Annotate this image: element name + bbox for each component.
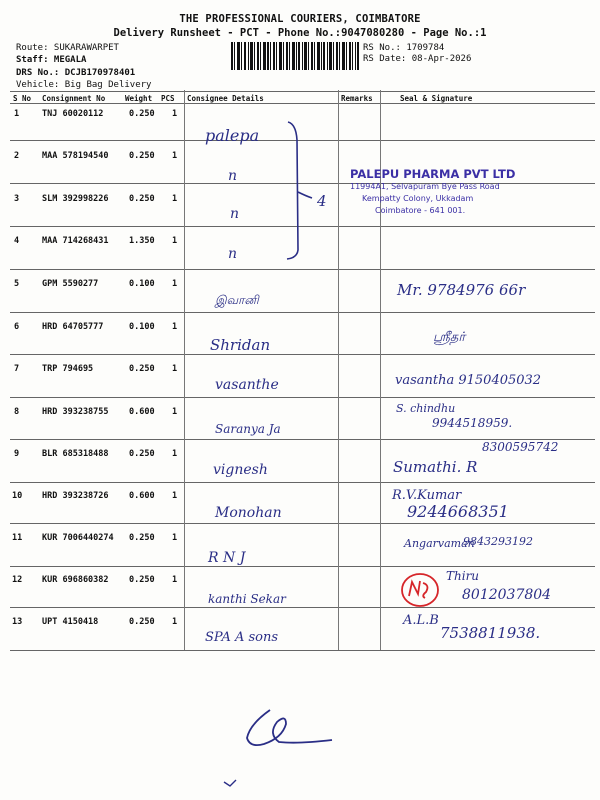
row-pcs: 1 [172,617,178,627]
receiver-signature: S. chindhu [396,402,456,415]
consignee-handwriting: n [228,168,238,184]
consignee-handwriting: Monohan [215,505,282,521]
row-consignment: KUR 7006440274 [42,533,114,543]
row-consignment: UPT 4150418 [42,617,99,627]
row-sno: 8 [14,407,20,417]
row-divider [10,566,595,567]
bracket-count: 4 [317,192,327,210]
receiver-signature: A.L.B [403,613,439,628]
company-stamp-line: Kempatty Colony, Ukkadam [362,194,474,203]
row-weight: 0.250 [129,617,155,627]
row-weight: 0.250 [129,533,155,543]
receiver-signature: Angarvaman [404,537,475,550]
row-consignment: HRD 393238755 [42,407,109,417]
company-stamp-line: 11994A1, Selvapuram Bye Pass Road [350,182,500,191]
receiver-signature: Thiru [446,569,480,583]
bottom-tick-mark [224,780,236,786]
row-pcs: 1 [172,279,178,289]
row-weight: 0.100 [129,279,155,289]
bottom-signature [247,710,332,745]
col-header-seal: Seal & Signature [400,94,473,103]
row-weight: 0.250 [129,109,155,119]
consignee-handwriting: palepa [205,126,260,145]
receiver-signature: Sumathi. R [393,458,478,476]
row-pcs: 1 [172,151,178,161]
row-divider [10,226,595,227]
row-consignment: HRD 64705777 [42,322,104,332]
row-weight: 0.600 [129,491,155,501]
col-header-weight: Weight [125,94,153,103]
barcode [231,42,359,70]
column-divider [184,90,185,650]
company-stamp-line: Coimbatore - 641 001. [375,206,466,215]
company-stamp-name: PALEPU PHARMA PVT LTD [350,167,516,181]
row-sno: 9 [14,449,20,459]
row-sno: 2 [14,151,20,161]
row-consignment: GPM 5590277 [42,279,99,289]
col-header-sno: S No [13,94,32,103]
row-divider [10,312,595,313]
row-pcs: 1 [172,194,178,204]
row-weight: 0.250 [129,194,155,204]
row-consignment: KUR 696860382 [42,575,109,585]
row-consignment: TRP 794695 [42,364,94,374]
row-pcs: 1 [172,575,178,585]
consignee-handwriting: vasanthe [215,377,279,393]
consignee-handwriting: n [228,246,238,262]
receiver-phone: 9944518959. [432,416,513,430]
row-sno: 12 [12,575,23,585]
row-weight: 0.250 [129,449,155,459]
consignee-handwriting: n [230,206,240,222]
consignee-handwriting: R N J [208,550,246,566]
row-pcs: 1 [172,109,178,119]
consignee-handwriting: இவானி [215,293,259,307]
row-divider [10,140,595,141]
row-divider [10,269,595,270]
row-sno: 11 [12,533,23,543]
row-weight: 0.250 [129,575,155,585]
row-sno: 4 [14,236,20,246]
row-divider [10,397,595,398]
consignee-handwriting: Saranya Ja [215,422,281,436]
table-top-border [10,91,595,92]
row-sno: 6 [14,322,20,332]
row-weight: 0.250 [129,364,155,374]
consignee-handwriting: vignesh [213,462,268,478]
row-weight: 0.250 [129,151,155,161]
consignee-handwriting: Shridan [210,336,271,354]
row-pcs: 1 [172,364,178,374]
drs-label: DRS No.: DCJB170978401 [16,68,136,78]
receiver-phone: 8300595742 [482,440,559,454]
row-sno: 10 [12,491,23,501]
route-label: Route: SUKARAWARPET [16,43,119,53]
row-sno: 1 [14,109,20,119]
row-weight: 1.350 [129,236,155,246]
row-pcs: 1 [172,322,178,332]
receiver-phone: 9244668351 [407,502,509,521]
row-divider [10,354,595,355]
row-consignment: SLM 392998226 [42,194,109,204]
runsheet-title: Delivery Runsheet - PCT - Phone No.:9047080280 - Page No.:1 [113,27,487,39]
row-consignment: MAA 714268431 [42,236,109,246]
staff-label: Staff: MEGALA [16,55,87,65]
receiver-signature: Mr. 9784976 66r [397,281,526,299]
row-divider [10,607,595,608]
receiver-signature: ஸ்ரீதர் [433,330,466,345]
consignee-handwriting: SPA A sons [205,630,279,645]
receiver-signature: R.V.Kumar [392,488,462,503]
receiver-phone: 7538811938. [440,624,541,642]
row-pcs: 1 [172,533,178,543]
bracket-mark [287,122,312,259]
row-sno: 13 [12,617,23,627]
column-divider [338,90,339,650]
table-bottom-border [10,650,595,651]
receiver-phone: 8012037804 [462,587,552,603]
row-divider [10,183,595,184]
row-weight: 0.600 [129,407,155,417]
row-pcs: 1 [172,407,178,417]
rs-date: RS Date: 08-Apr-2026 [363,54,472,64]
consignee-handwriting: kanthi Sekar [208,592,286,606]
row-consignment: HRD 393238726 [42,491,109,501]
row-divider [10,523,595,524]
row-sno: 5 [14,279,20,289]
row-divider [10,482,595,483]
col-header-pcs: PCS [161,94,175,103]
row-pcs: 1 [172,236,178,246]
company-title: THE PROFESSIONAL COURIERS, COIMBATORE [179,13,421,25]
row-sno: 3 [14,194,20,204]
row-weight: 0.100 [129,322,155,332]
receiver-phone: 9843293192 [463,535,533,548]
row-pcs: 1 [172,449,178,459]
row-consignment: TNJ 60020112 [42,109,104,119]
col-header-remarks: Remarks [341,94,373,103]
row-pcs: 1 [172,491,178,501]
row-consignment: MAA 578194540 [42,151,109,161]
red-seal-icon [402,574,438,606]
rs-number: RS No.: 1709784 [363,43,445,53]
col-header-consignee: Consignee Details [187,94,264,103]
row-consignment: BLR 685318488 [42,449,109,459]
receiver-signature: vasantha 9150405032 [395,373,542,388]
col-header-consignment: Consignment No [42,94,106,103]
header-bottom-border [10,103,595,104]
vehicle-label: Vehicle: Big Bag Delivery [16,80,152,90]
row-sno: 7 [14,364,20,374]
